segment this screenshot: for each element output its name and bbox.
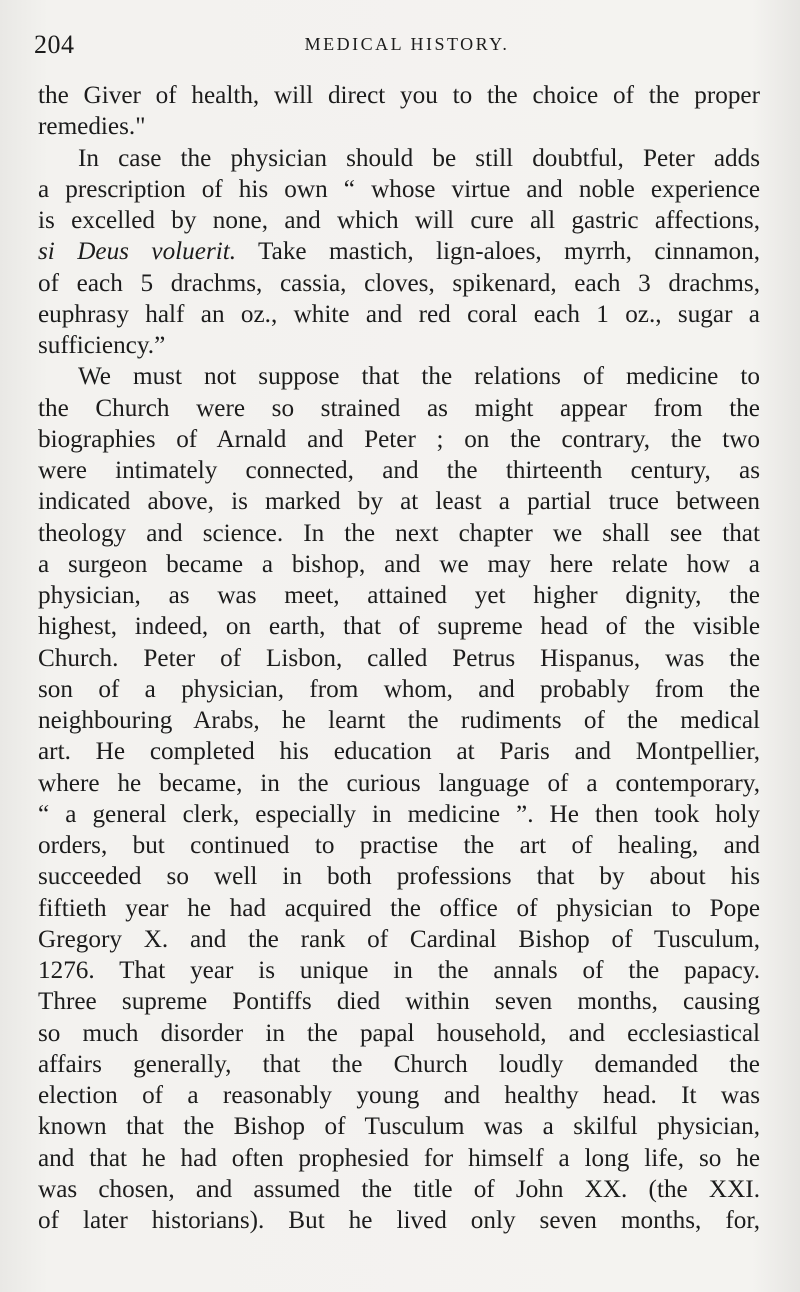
text-line: physician, as was meet, attained yet higher dignity, the xyxy=(38,582,760,609)
text-line: a surgeon became a bishop, and we may here relate how a xyxy=(38,550,760,578)
text-line: a prescription of his own “ whose virtue and noble experience xyxy=(38,175,760,203)
text-line: affairs generally, that the Church loudly demanded the xyxy=(38,1050,760,1078)
italic-phrase: si Deus voluerit. xyxy=(38,238,237,266)
text-line: fiftieth year he had acquired the office of physician to Pope xyxy=(38,894,760,922)
text-line: of each 5 drachms, cassia, cloves, spikenard, each 3 drachms, xyxy=(38,269,760,297)
text-line: Three supreme Pontiffs died within seven months, causing xyxy=(38,988,760,1016)
text-line: indicated above, is marked by at least a partial truce between xyxy=(38,488,760,516)
text-line: the Church were so strained as might appear from the xyxy=(38,394,760,422)
text-line: was chosen, and assumed the title of John XX. (the XXI. xyxy=(38,1175,760,1203)
text-line: were intimately connected, and the thirteenth century, as xyxy=(38,457,760,484)
text-line: sufficiency.” xyxy=(38,332,166,359)
text-line: election of a reasonably young and healthy head. It was xyxy=(38,1082,760,1109)
page-header xyxy=(34,30,760,64)
text-line: “ a general clerk, especially in medicine ”. He then took holy xyxy=(38,800,760,828)
text-line: so much disorder in the papal household, and ecclesiastical xyxy=(38,1019,760,1047)
text-line: In case the physician should be still doubtful, Peter adds xyxy=(78,144,760,172)
text-line: the Giver of health, will direct you to the choice of the proper xyxy=(38,82,760,109)
running-title: MEDICAL HISTORY. xyxy=(304,34,510,54)
text-line: remedies." xyxy=(38,113,146,141)
text-line xyxy=(38,236,760,267)
text-line: Gregory X. and the rank of Cardinal Bishop of Tusculum, xyxy=(38,925,760,953)
text-line: where he became, in the curious language of a contemporary, xyxy=(38,769,760,797)
text-line: son of a physician, from whom, and probably from the xyxy=(38,675,760,703)
text-line: theology and science. In the next chapter we shall see that xyxy=(38,519,760,547)
text-line: is excelled by none, and which will cure all gastric affections, xyxy=(38,207,760,234)
text-line: Church. Peter of Lisbon, called Petrus Hispanus, was the xyxy=(38,644,760,672)
text-line: and that he had often prophesied for himself a long life, so he xyxy=(38,1144,760,1172)
text-line: biographies of Arnald and Peter ; on the contrary, the two xyxy=(38,425,760,453)
text-line: euphrasy half an oz., white and red coral each 1 oz., sugar a xyxy=(38,300,760,328)
text-line: We must not suppose that the relations of medicine to xyxy=(78,363,760,391)
text-line: of later historians). But he lived only seven months, for, xyxy=(38,1207,760,1234)
text-line: succeeded so well in both professions that by about his xyxy=(38,863,760,891)
text-line: known that the Bishop of Tusculum was a skilful physician, xyxy=(38,1113,760,1141)
text-line: highest, indeed, on earth, that of supreme head of the visible xyxy=(38,613,760,641)
page-number: 204 xyxy=(34,30,75,59)
text-line: orders, but continued to practise the art of healing, and xyxy=(38,832,760,859)
body-text xyxy=(38,80,760,1236)
text-line: art. He completed his education at Paris and Montpellier, xyxy=(38,738,760,766)
text-line: 1276. That year is unique in the annals of the papacy. xyxy=(38,957,760,984)
text-line: neighbouring Arabs, he learnt the rudiments of the medical xyxy=(38,707,760,734)
text-line-rest: Take mastich, lign-aloes, myrrh, cinnamon, xyxy=(236,238,760,266)
